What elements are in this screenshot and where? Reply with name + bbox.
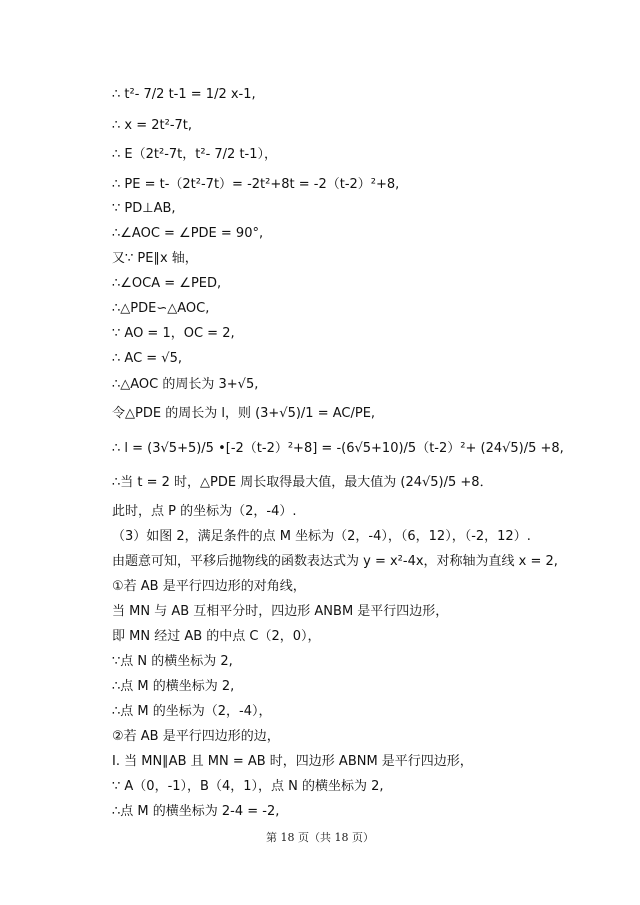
math-line: ∴∠OCA = ∠PED, [112,276,222,291]
math-line: 此时，点 P 的坐标为（2，-4）. [112,504,297,519]
math-line: ∴点 M 的横坐标为 2, [112,679,235,694]
math-line: 即 MN 经过 AB 的中点 C（2，0）， [112,629,321,644]
math-line: 当 MN 与 AB 互相平分时，四边形 ANBM 是平行四边形， [112,604,449,619]
math-line: 令△PDE 的周长为 l，则 (3+√5)/1 = AC/PE, [112,406,376,421]
math-line: （3）如图 2，满足条件的点 M 坐标为（2，-4），（6，12），（-2，12）. [112,529,531,544]
math-line: ∵ PD⊥AB, [112,201,176,216]
page-footer: 第 18 页（共 18 页） [266,831,374,844]
math-line: ∴ l = (3√5+5)/5 •[-2（t-2）²+8] = -(6√5+10)/5（t-2）²+ (24√5)/5 +8, [112,441,564,456]
math-line: ∵ AO = 1，OC = 2, [112,326,235,341]
math-line: 由题意可知，平移后抛物线的函数表达式为 y = x²-4x，对称轴为直线 x = 2, [112,554,558,569]
math-line: Ⅰ. 当 MN∥AB 且 MN = AB 时，四边形 ABNM 是平行四边形， [112,754,473,769]
math-line: ∵ A（0，-1），B（4，1），点 N 的横坐标为 2, [112,779,384,794]
math-line: ∴当 t = 2 时，△PDE 周长取得最大值，最大值为 (24√5)/5 +8． [112,475,493,490]
math-line: 又∵ PE∥x 轴， [112,251,198,266]
math-line: ∴△PDE∽△AOC, [112,301,210,316]
math-line: ∴点 M 的横坐标为 2-4 = -2, [112,804,280,819]
math-line: ∴△AOC 的周长为 3+√5, [112,377,259,392]
math-line: ∵点 N 的横坐标为 2, [112,654,233,669]
math-line: ∴ E（2t²-7t，t²- 7/2 t-1）， [112,147,278,162]
math-line: ∴点 M 的坐标为（2，-4）， [112,704,272,719]
math-line: ∴∠AOC = ∠PDE = 90°, [112,226,264,241]
math-line: ∴ x = 2t²-7t, [112,118,193,133]
math-line: ②若 AB 是平行四边形的边， [112,729,280,744]
math-line: ①若 AB 是平行四边形的对角线， [112,579,306,594]
math-line: ∴ t²- 7/2 t-1 = 1/2 x-1, [112,87,256,102]
math-line: ∴ PE = t-（2t²-7t）= -2t²+8t = -2（t-2）²+8, [112,177,400,192]
math-line: ∴ AC = √5, [112,351,182,366]
